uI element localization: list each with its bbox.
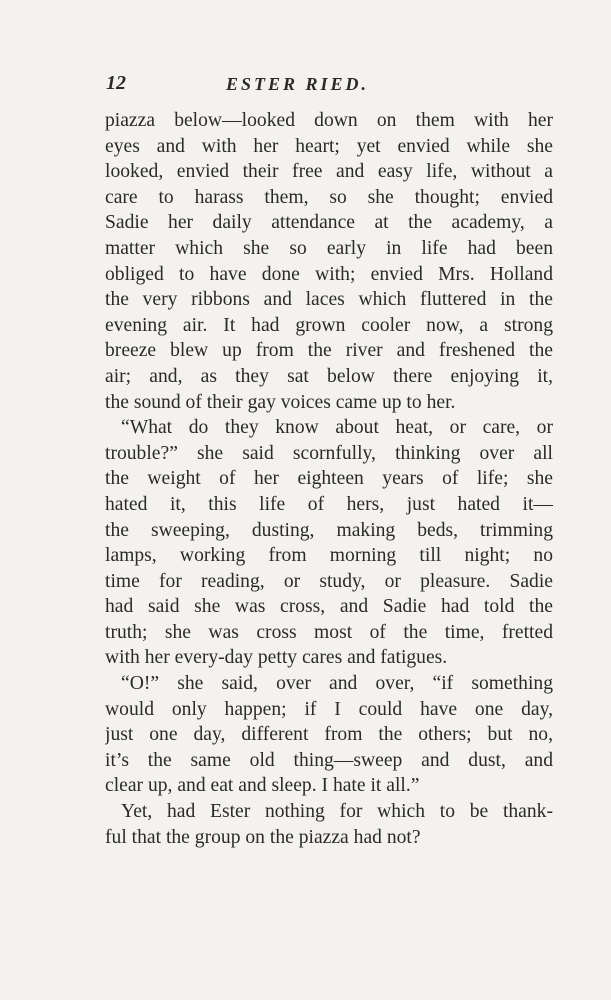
text-line: the very ribbons and laces which fluttered in the (105, 289, 553, 311)
text-line: clear up, and eat and sleep. I hate it all.” (105, 775, 420, 797)
page-header (106, 72, 552, 100)
text-line: had said she was cross, and Sadie had told the (105, 596, 553, 618)
text-line: trouble?” she said scornfully, thinking over all (105, 442, 553, 464)
running-head: ESTER RIED. (226, 74, 370, 94)
text-line: hated it, this life of hers, just hated it— (105, 493, 553, 515)
text-line: would only happen; if I could have one day, (105, 698, 553, 720)
text-line: looked, envied their free and easy life, without a (105, 161, 553, 183)
text-line: the sweeping, dusting, making beds, trimming (105, 519, 553, 541)
text-line: breeze blew up from the river and freshened the (105, 340, 553, 362)
text-line: piazza below—looked down on them with her (105, 110, 553, 131)
text-line: air; and, as they sat below there enjoying it, (105, 365, 553, 387)
text-line: care to harass them, so she thought; envied (105, 186, 553, 208)
text-line: matter which she so early in life had been (105, 237, 553, 259)
text-line: ful that the group on the piazza had not? (105, 826, 421, 848)
text-line: Yet, had Ester nothing for which to be thank- (121, 801, 553, 823)
text-line: the sound of their gay voices came up to her. (105, 391, 456, 413)
text-line: the weight of her eighteen years of life; she (105, 468, 553, 490)
text-line: Sadie her daily attendance at the academy, a (105, 212, 553, 234)
text-line: just one day, different from the others; but no, (105, 724, 553, 746)
text-line: truth; she was cross most of the time, fretted (105, 621, 553, 643)
text-line: with her every-day petty cares and fatigues. (105, 647, 448, 669)
text-line: time for reading, or study, or pleasure. Sadie (105, 570, 553, 592)
text-line: obliged to have done with; envied Mrs. Holland (105, 263, 553, 285)
text-line: evening air. It had grown cooler now, a strong (105, 314, 553, 336)
text-line: eyes and with her heart; yet envied while she (105, 135, 553, 157)
page-number: 12 (106, 72, 126, 94)
text-line: “What do they know about heat, or care, or (121, 417, 553, 439)
text-line: it’s the same old thing—sweep and dust, and (105, 749, 553, 771)
text-line: lamps, working from morning till night; no (105, 545, 553, 567)
body-text (105, 108, 553, 850)
text-line: “O!” she said, over and over, “if something (121, 673, 553, 695)
